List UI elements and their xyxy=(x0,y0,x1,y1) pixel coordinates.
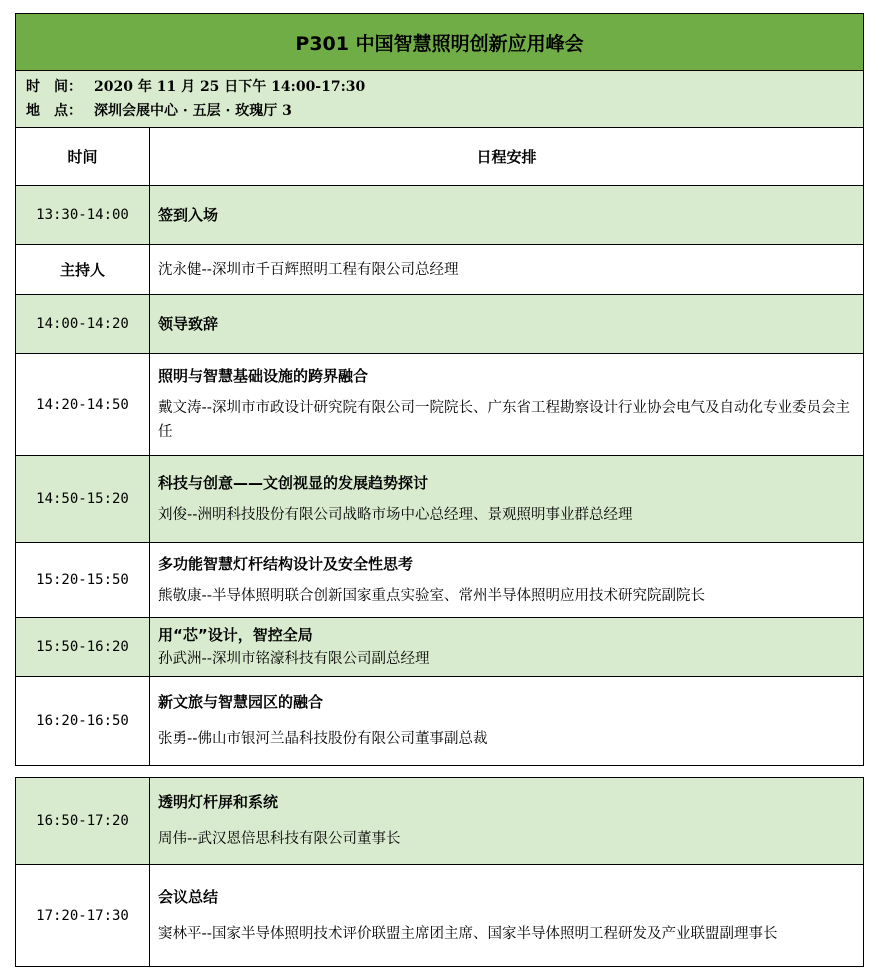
session-title: 会议总结 xyxy=(158,887,219,906)
agenda-table-top xyxy=(15,13,864,766)
row-time: 14:20-14:50 xyxy=(16,354,150,456)
row-time: 主持人 xyxy=(16,245,150,295)
session-title: 照明与智慧基础设施的跨界融合 xyxy=(158,367,369,385)
row-agenda xyxy=(150,295,864,354)
table-row xyxy=(16,778,864,865)
table-row xyxy=(16,186,864,245)
agenda-table-bottom xyxy=(15,777,864,967)
row-agenda xyxy=(150,456,864,543)
row-agenda xyxy=(150,677,864,766)
row-agenda xyxy=(150,354,864,456)
row-time: 15:20-15:50 xyxy=(16,543,150,618)
row-time: 14:00-14:20 xyxy=(16,295,150,354)
table-row xyxy=(16,677,864,766)
row-time: 17:20-17:30 xyxy=(16,865,150,967)
speaker: 沈永健--深圳市千百辉照明工程有限公司总经理 xyxy=(158,261,459,278)
time-key: 时 间： xyxy=(26,79,82,95)
row-agenda xyxy=(150,245,864,295)
speaker: 熊敬康--半导体照明联合创新国家重点实验室、常州半导体照明应用技术研究院副院长 xyxy=(158,587,705,604)
row-time: 13:30-14:00 xyxy=(16,186,150,245)
table-row xyxy=(16,865,864,967)
place-value: 深圳会展中心 · 五层 · 玫瑰厅 3 xyxy=(94,103,292,119)
header-time: 时间 xyxy=(16,128,150,186)
place-key: 地 点： xyxy=(26,103,82,119)
session-title: 透明灯杆屏和系统 xyxy=(158,793,279,811)
row-time: 14:50-15:20 xyxy=(16,456,150,543)
time-value: 2020 年 11 月 25 日下午 14:00-17:30 xyxy=(94,79,366,95)
table-row xyxy=(16,295,864,354)
speaker: 刘俊--洲明科技股份有限公司战略市场中心总经理、景观照明事业群总经理 xyxy=(158,506,633,523)
page-title: P301 中国智慧照明创新应用峰会 xyxy=(16,14,864,71)
row-time: 15:50-16:20 xyxy=(16,618,150,677)
speaker: 窦林平--国家半导体照明技术评价联盟主席团主席、国家半导体照明工程研发及产业联盟副理事长 xyxy=(158,925,778,942)
table-row xyxy=(16,354,864,456)
table-row xyxy=(16,543,864,618)
table-header xyxy=(16,128,864,186)
row-time: 16:50-17:20 xyxy=(16,778,150,865)
table-row xyxy=(16,245,864,295)
session-title: 科技与创意——文创视显的发展趋势探讨 xyxy=(158,473,429,492)
row-agenda xyxy=(150,865,864,967)
speaker: 孙武洲--深圳市铭濠科技有限公司副总经理 xyxy=(158,650,430,667)
row-agenda xyxy=(150,618,864,677)
event-info xyxy=(16,71,864,128)
session-title: 用“芯”设计，智控全局 xyxy=(158,625,313,644)
table-row xyxy=(16,618,864,677)
row-agenda xyxy=(150,543,864,618)
table-row xyxy=(16,456,864,543)
session-title: 签到入场 xyxy=(158,206,219,224)
row-agenda xyxy=(150,778,864,865)
session-title: 新文旅与智慧园区的融合 xyxy=(158,693,324,711)
session-title: 多功能智慧灯杆结构设计及安全性思考 xyxy=(158,554,414,573)
row-time: 16:20-16:50 xyxy=(16,677,150,766)
session-title: 领导致辞 xyxy=(158,315,219,333)
row-agenda xyxy=(150,186,864,245)
header-agenda: 日程安排 xyxy=(150,128,864,186)
speaker: 戴文涛--深圳市市政设计研究院有限公司一院院长、广东省工程勘察设计行业协会电气及自动化专业委员会主任 xyxy=(158,400,850,440)
speaker: 周伟--武汉恩倍思科技有限公司董事长 xyxy=(158,831,401,847)
speaker: 张勇--佛山市银河兰晶科技股份有限公司董事副总裁 xyxy=(158,731,488,747)
